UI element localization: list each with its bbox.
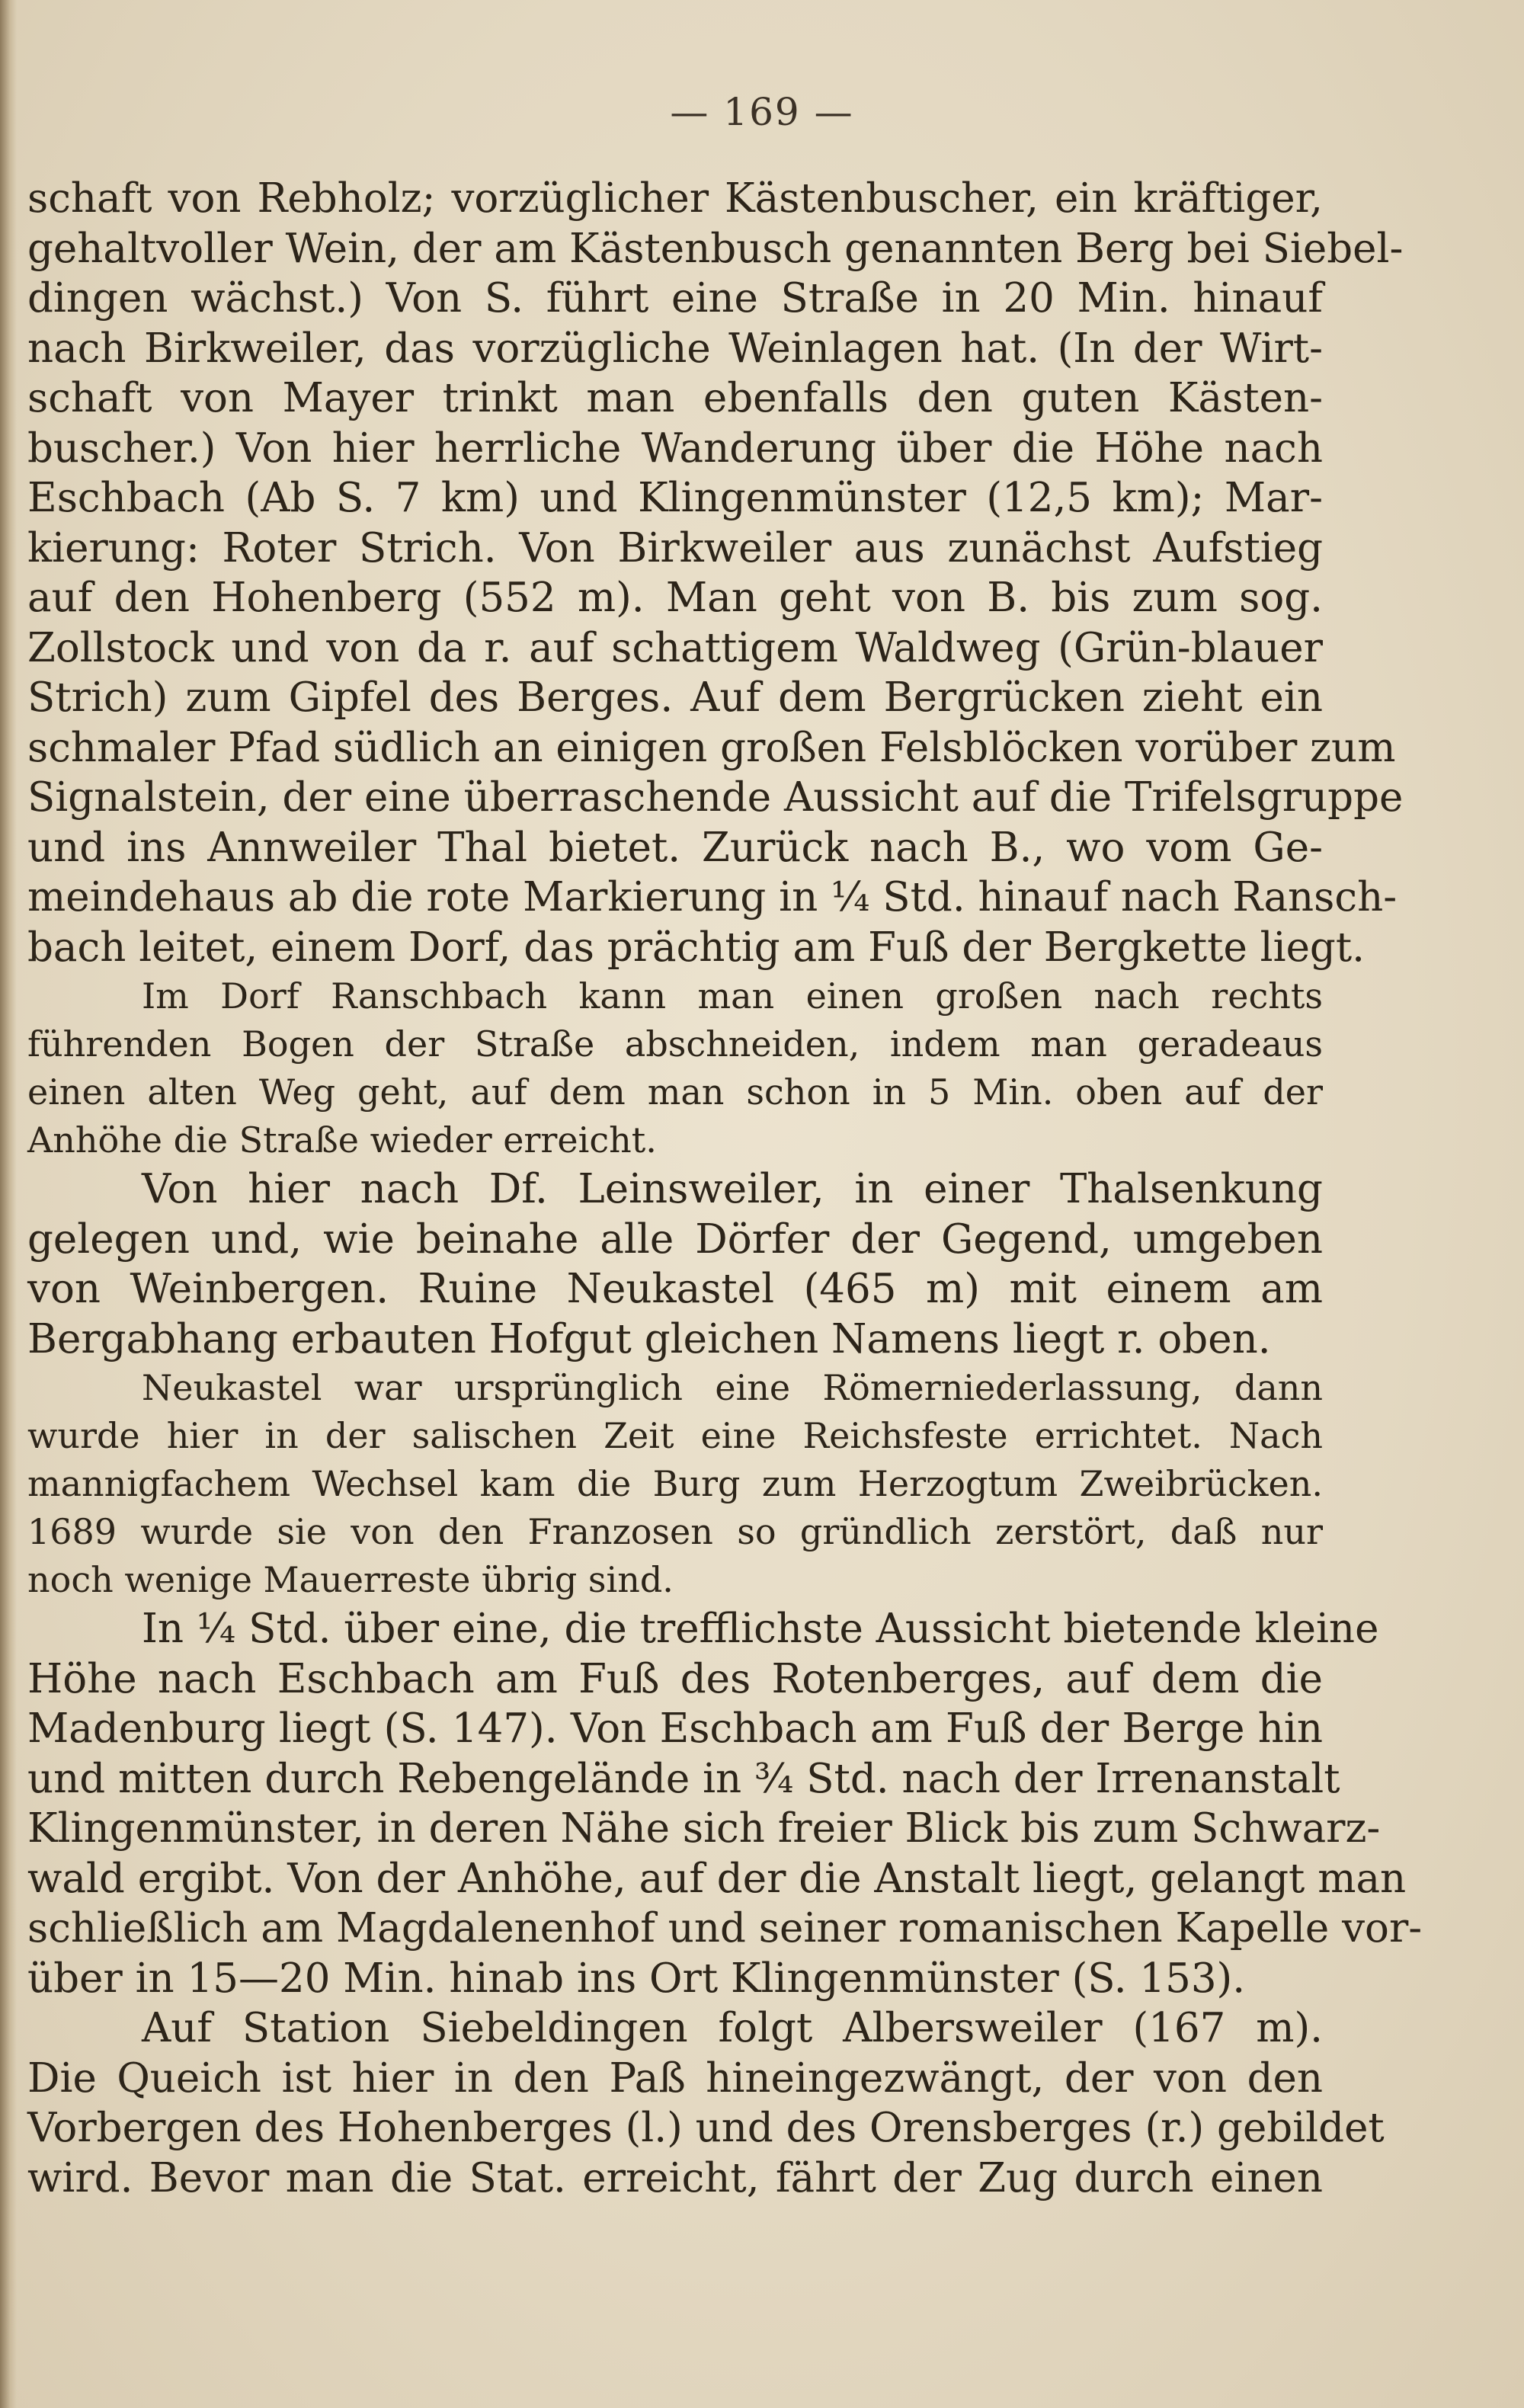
text-line: nach Birkweiler, das vorzügliche Weinlagen hat. (In der Wirt- [27,325,1323,372]
text-line: Signalstein, der eine überraschende Aussicht auf die Trifelsgruppe [27,774,1404,821]
text-line: schaft von Mayer trinkt man ebenfalls den guten Kästen- [27,375,1323,421]
text-line: Vorbergen des Hohenberges (l.) und des Orensberges (r.) gebildet [27,2105,1385,2151]
text-line: Bergabhang erbauten Hofgut gleichen Namens liegt r. oben. [27,1315,1271,1363]
text-line: 1689 wurde sie von den Franzosen so gründlich zerstört, daß nur [27,1511,1323,1552]
text-line: Klingenmünster, in deren Nähe sich freier Blick bis zum Schwarz- [27,1805,1381,1852]
text-line: schaft von Rebholz; vorzüglicher Kästenbuscher, ein kräftiger, [27,175,1323,222]
text-line: Zollstock und von da r. auf schattigem Waldweg (Grün-blauer [27,624,1323,671]
text-line: Höhe nach Eschbach am Fuß des Rotenberges, auf dem die [27,1655,1323,1702]
page-number: — 169 — [670,90,854,134]
text-line: Die Queich ist hier in den Paß hineingezwängt, der von den [27,2054,1323,2102]
paragraph-eschbach [27,1604,1423,2203]
text-line: auf den Hohenberg (552 m). Man geht von B. bis zum sog. [27,575,1323,621]
text-line: Im Dorf Ranschbach kann man einen großen nach rechts [142,975,1323,1017]
text-line: Strich) zum Gipfel des Berges. Auf dem Bergrücken zieht ein [27,674,1323,721]
text-line: Madenburg liegt (S. 147). Von Eschbach am Fuß der Berge hin [27,1705,1323,1752]
text-line: Anhöhe die Straße wieder erreicht. [27,1119,657,1161]
text-line: Neukastel war ursprünglich eine Römerniederlassung, dann [142,1367,1323,1408]
text-line: gelegen und, wie beinahe alle Dörfer der Gegend, umgeben [27,1215,1323,1263]
text-line: und mitten durch Rebengelände in ¾ Std. nach der Irrenanstalt [27,1755,1340,1802]
text-line: dingen wächst.) Von S. führt eine Straße in 20 Min. hinauf [27,275,1323,322]
text-line: schmaler Pfad südlich an einigen großen Felsblöcken vorüber zum [27,724,1396,771]
text-line: schließlich am Magdalenenhof und seiner romanischen Kapelle vor- [27,1905,1423,1952]
text-line: von Weinbergen. Ruine Neukastel (465 m) mit einem am [27,1266,1323,1312]
text-line: über in 15—20 Min. hinab ins Ort Klingenmünster (S. 153). [27,1955,1246,2002]
paragraph-main [27,174,1404,972]
text-line: Von hier nach Df. Leinsweiler, in einer Thalsenkung [142,1166,1323,1212]
body-text [27,174,1423,2203]
text-line: und ins Annweiler Thal bietet. Zurück nach B., wo vom Ge- [27,824,1323,871]
paragraph-note-ranschbach [27,972,1323,1164]
text-line: Auf Station Siebeldingen folgt Albersweiler (167 m). [142,2005,1323,2051]
text-line: wurde hier in der salischen Zeit eine Reichsfeste errichtet. Nach [27,1415,1323,1456]
text-line: kierung: Roter Strich. Von Birkweiler aus zunächst Aufstieg [27,524,1323,572]
text-line: meindehaus ab die rote Markierung in ¼ Std. hinauf nach Ransch- [27,874,1398,921]
paragraph-note-neukastel [27,1364,1323,1604]
page-spine-shadow [0,0,17,2408]
text-line: einen alten Weg geht, auf dem man schon in 5 Min. oben auf der [27,1071,1323,1113]
text-line: bach leitet, einem Dorf, das prächtig am Fuß der Bergkette liegt. [27,924,1366,971]
text-line: noch wenige Mauerreste übrig sind. [27,1559,674,1600]
text-line: mannigfachem Wechsel kam die Burg zum Herzogtum Zweibrücken. [27,1463,1323,1504]
text-line: wald ergibt. Von der Anhöhe, auf der die Anstalt liegt, gelangt man [27,1855,1407,1902]
text-line: Eschbach (Ab S. 7 km) und Klingenmünster (12,5 km); Mar- [27,475,1323,521]
text-line: wird. Bevor man die Stat. erreicht, fährt der Zug durch einen [27,2154,1323,2201]
text-line: In ¼ Std. über eine, die trefflichste Aussicht bietende kleine [142,1606,1379,1652]
text-line: buscher.) Von hier herrliche Wanderung über die Höhe nach [27,424,1323,472]
paragraph-leinsweiler [27,1164,1323,1364]
text-line: führenden Bogen der Straße abschneiden, indem man geradeaus [27,1023,1323,1065]
text-line: gehaltvoller Wein, der am Kästenbusch genannten Berg bei Siebel- [27,225,1404,272]
